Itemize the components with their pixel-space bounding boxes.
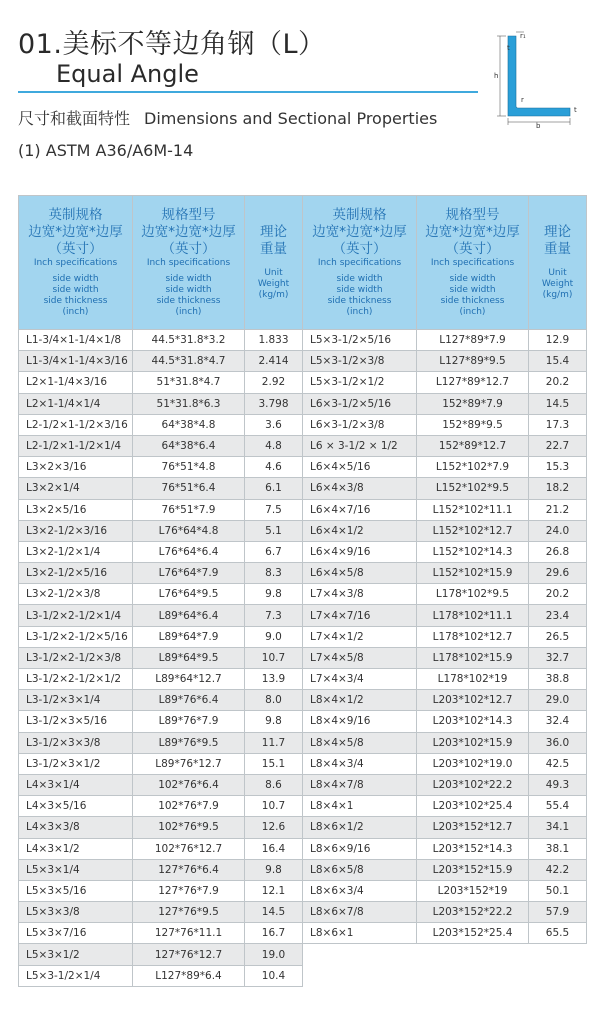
model-cell-left: 76*51*7.9 xyxy=(133,499,245,520)
weight-cell-right: 38.1 xyxy=(529,838,587,859)
weight-cell-left: 10.7 xyxy=(245,796,303,817)
inch-spec-cell-left: L2-1/2×1-1/2×1/4 xyxy=(19,435,133,456)
col-weight-right-en1: Unit xyxy=(548,268,567,278)
model-cell-right: L203*102*14.3 xyxy=(417,711,529,732)
col-weight-left xyxy=(245,196,303,330)
model-cell-right: L152*102*14.3 xyxy=(417,541,529,562)
diagram-label-t1: t xyxy=(507,44,510,52)
inch-spec-cell-right: L6 × 3-1/2 × 1/2 xyxy=(303,435,417,456)
weight-cell-left: 9.0 xyxy=(245,626,303,647)
weight-cell-right: 20.2 xyxy=(529,584,587,605)
inch-spec-cell-left: L3×2×3/16 xyxy=(19,457,133,478)
model-cell-right: L203*102*12.7 xyxy=(417,690,529,711)
table-row xyxy=(19,584,587,605)
weight-cell-right: 50.1 xyxy=(529,880,587,901)
model-cell-right: L178*102*11.1 xyxy=(417,605,529,626)
model-cell-left: L76*64*4.8 xyxy=(133,520,245,541)
inch-spec-cell-left: L2×1-1/4×1/4 xyxy=(19,393,133,414)
inch-spec-cell-right: L6×4×1/2 xyxy=(303,520,417,541)
model-cell-left: 127*76*6.4 xyxy=(133,859,245,880)
col-weight-left-en1: Unit xyxy=(264,268,283,278)
empty-cell xyxy=(529,965,587,986)
inch-spec-cell-right: L7×4×1/2 xyxy=(303,626,417,647)
col-model-left-en1: Inch specifications xyxy=(146,258,231,268)
col-model-left xyxy=(133,196,245,330)
inch-spec-cell-right: L8×4×1/2 xyxy=(303,690,417,711)
table-row xyxy=(19,965,587,986)
inch-spec-cell-right: L8×4×1 xyxy=(303,796,417,817)
weight-cell-left: 6.7 xyxy=(245,541,303,562)
inch-spec-cell-left: L3×2-1/2×3/16 xyxy=(19,520,133,541)
table-row xyxy=(19,541,587,562)
model-cell-right: L203*102*15.9 xyxy=(417,732,529,753)
inch-spec-cell-right: L8×6×3/4 xyxy=(303,880,417,901)
col-model-left-en4: side thickness xyxy=(156,296,221,306)
inch-spec-cell-left: L1-3/4×1-1/4×3/16 xyxy=(19,351,133,372)
model-cell-right: L178*102*15.9 xyxy=(417,647,529,668)
weight-cell-right: 42.5 xyxy=(529,753,587,774)
inch-spec-cell-right: L7×4×3/4 xyxy=(303,669,417,690)
col-model-left-cn1: 规格型号 xyxy=(161,207,216,223)
inch-spec-cell-right: L6×4×7/16 xyxy=(303,499,417,520)
inch-spec-cell-right: L6×4×3/8 xyxy=(303,478,417,499)
model-cell-right: 152*89*12.7 xyxy=(417,435,529,456)
col-inch-spec-right-en5: (inch) xyxy=(346,307,373,317)
weight-cell-right: 32.7 xyxy=(529,647,587,668)
model-cell-left: L89*76*6.4 xyxy=(133,690,245,711)
table-row xyxy=(19,626,587,647)
model-cell-right: L127*89*9.5 xyxy=(417,351,529,372)
diagram-label-r: r xyxy=(521,96,524,104)
model-cell-left: 64*38*4.8 xyxy=(133,414,245,435)
weight-cell-left: 9.8 xyxy=(245,584,303,605)
table-row xyxy=(19,902,587,923)
model-cell-left: L89*64*7.9 xyxy=(133,626,245,647)
weight-cell-right: 26.5 xyxy=(529,626,587,647)
weight-cell-right: 17.3 xyxy=(529,414,587,435)
model-cell-right: 152*89*7.9 xyxy=(417,393,529,414)
weight-cell-right: 65.5 xyxy=(529,923,587,944)
weight-cell-left: 12.1 xyxy=(245,880,303,901)
col-inch-spec-right-en2: side width xyxy=(336,274,383,284)
inch-spec-cell-left: L3-1/2×3×5/16 xyxy=(19,711,133,732)
weight-cell-right: 20.2 xyxy=(529,372,587,393)
inch-spec-cell-left: L5×3×1/2 xyxy=(19,944,133,965)
diagram-label-r1: r₁ xyxy=(520,32,526,40)
inch-spec-cell-right: L8×6×9/16 xyxy=(303,838,417,859)
inch-spec-cell-right: L8×4×9/16 xyxy=(303,711,417,732)
model-cell-right: L203*152*12.7 xyxy=(417,817,529,838)
inch-spec-cell-right: L8×4×7/8 xyxy=(303,774,417,795)
model-cell-right: L203*102*19.0 xyxy=(417,753,529,774)
model-cell-left: 127*76*9.5 xyxy=(133,902,245,923)
angle-section-diagram xyxy=(486,28,586,128)
weight-cell-right: 42.2 xyxy=(529,859,587,880)
weight-cell-left: 15.1 xyxy=(245,753,303,774)
table-row xyxy=(19,563,587,584)
col-weight-right-cn1: 理论 xyxy=(544,224,571,240)
subtitle-cn: 尺寸和截面特性 xyxy=(18,109,131,128)
model-cell-left: L89*64*9.5 xyxy=(133,647,245,668)
col-inch-spec-left-cn3: （英寸） xyxy=(48,241,103,257)
weight-cell-left: 13.9 xyxy=(245,669,303,690)
inch-spec-cell-right: L6×4×5/8 xyxy=(303,563,417,584)
weight-cell-left: 4.6 xyxy=(245,457,303,478)
model-cell-left: L89*76*9.5 xyxy=(133,732,245,753)
model-cell-right: L203*102*25.4 xyxy=(417,796,529,817)
col-weight-right-en3: (kg/m) xyxy=(542,290,573,300)
col-inch-spec-left-en3: side width xyxy=(52,285,99,295)
inch-spec-cell-right: L8×6×1/2 xyxy=(303,817,417,838)
col-inch-spec-left-cn2: 边宽*边宽*边厚 xyxy=(28,224,123,240)
table-row xyxy=(19,605,587,626)
weight-cell-left: 2.414 xyxy=(245,351,303,372)
section-subtitle xyxy=(18,106,437,129)
empty-cell xyxy=(303,944,417,965)
col-model-left-cn3: （英寸） xyxy=(161,241,216,257)
inch-spec-cell-right: L8×6×7/8 xyxy=(303,902,417,923)
inch-spec-cell-left: L3×2×5/16 xyxy=(19,499,133,520)
table-row xyxy=(19,393,587,414)
table-row xyxy=(19,753,587,774)
model-cell-left: 64*38*6.4 xyxy=(133,435,245,456)
inch-spec-cell-left: L3-1/2×3×1/4 xyxy=(19,690,133,711)
weight-cell-right: 15.3 xyxy=(529,457,587,478)
model-cell-left: 102*76*12.7 xyxy=(133,838,245,859)
model-cell-left: 127*76*11.1 xyxy=(133,923,245,944)
model-cell-right: L203*152*15.9 xyxy=(417,859,529,880)
page-title-cn: 01.美标不等边角钢（L） xyxy=(18,29,326,60)
col-inch-spec-left-en2: side width xyxy=(52,274,99,284)
col-inch-spec-right-cn1: 英制规格 xyxy=(332,207,387,223)
model-cell-right: L203*152*19 xyxy=(417,880,529,901)
col-model-left-en3: side width xyxy=(165,285,212,295)
col-weight-left-en3: (kg/m) xyxy=(258,290,289,300)
inch-spec-cell-left: L3-1/2×2-1/2×3/8 xyxy=(19,647,133,668)
col-inch-spec-right-en3: side width xyxy=(336,285,383,295)
table-body xyxy=(19,330,587,987)
model-cell-left: 51*31.8*4.7 xyxy=(133,372,245,393)
col-inch-spec-left xyxy=(19,196,133,330)
col-inch-spec-left-cn1: 英制规格 xyxy=(48,207,103,223)
weight-cell-right: 57.9 xyxy=(529,902,587,923)
weight-cell-left: 8.3 xyxy=(245,563,303,584)
empty-cell xyxy=(529,944,587,965)
inch-spec-cell-left: L3-1/2×2-1/2×1/4 xyxy=(19,605,133,626)
table-row xyxy=(19,859,587,880)
inch-spec-cell-right: L8×4×5/8 xyxy=(303,732,417,753)
model-cell-right: 152*89*9.5 xyxy=(417,414,529,435)
inch-spec-cell-right: L5×3-1/2×5/16 xyxy=(303,330,417,351)
inch-spec-cell-left: L3-1/2×2-1/2×5/16 xyxy=(19,626,133,647)
model-cell-left: 127*76*12.7 xyxy=(133,944,245,965)
col-model-right-cn2: 边宽*边宽*边厚 xyxy=(425,224,520,240)
diagram-label-b: b xyxy=(536,122,541,128)
col-inch-spec-right-en1: Inch specifications xyxy=(317,258,402,268)
col-inch-spec-right-cn3: （英寸） xyxy=(332,241,387,257)
diagram-label-h: h xyxy=(494,72,499,80)
weight-cell-right: 15.4 xyxy=(529,351,587,372)
empty-cell xyxy=(417,944,529,965)
model-cell-right: L152*102*7.9 xyxy=(417,457,529,478)
weight-cell-right: 32.4 xyxy=(529,711,587,732)
model-cell-left: 76*51*6.4 xyxy=(133,478,245,499)
page-title-en: Equal Angle xyxy=(56,60,199,88)
model-cell-left: 44.5*31.8*3.2 xyxy=(133,330,245,351)
col-model-right-en1: Inch specifications xyxy=(430,258,515,268)
empty-cell xyxy=(417,965,529,986)
inch-spec-cell-right: L8×6×5/8 xyxy=(303,859,417,880)
weight-cell-left: 5.1 xyxy=(245,520,303,541)
table-row xyxy=(19,732,587,753)
col-model-right-en3: side width xyxy=(449,285,496,295)
weight-cell-right: 36.0 xyxy=(529,732,587,753)
inch-spec-cell-left: L3×2-1/2×3/8 xyxy=(19,584,133,605)
table-row xyxy=(19,774,587,795)
table-row xyxy=(19,457,587,478)
table-row xyxy=(19,520,587,541)
inch-spec-cell-left: L2×1-1/4×3/16 xyxy=(19,372,133,393)
model-cell-left: 102*76*7.9 xyxy=(133,796,245,817)
weight-cell-left: 3.6 xyxy=(245,414,303,435)
weight-cell-right: 55.4 xyxy=(529,796,587,817)
model-cell-left: L76*64*9.5 xyxy=(133,584,245,605)
table-row xyxy=(19,414,587,435)
inch-spec-cell-left: L5×3×5/16 xyxy=(19,880,133,901)
model-cell-right: L152*102*12.7 xyxy=(417,520,529,541)
col-model-right-en4: side thickness xyxy=(440,296,505,306)
weight-cell-left: 14.5 xyxy=(245,902,303,923)
weight-cell-left: 4.8 xyxy=(245,435,303,456)
table-row xyxy=(19,499,587,520)
inch-spec-cell-left: L3×2-1/2×5/16 xyxy=(19,563,133,584)
weight-cell-left: 3.798 xyxy=(245,393,303,414)
model-cell-left: 51*31.8*6.3 xyxy=(133,393,245,414)
model-cell-left: L89*76*7.9 xyxy=(133,711,245,732)
inch-spec-cell-left: L4×3×1/2 xyxy=(19,838,133,859)
weight-cell-right: 29.0 xyxy=(529,690,587,711)
weight-cell-left: 8.6 xyxy=(245,774,303,795)
table-row xyxy=(19,923,587,944)
subtitle-en: Dimensions and Sectional Properties xyxy=(144,109,438,128)
weight-cell-left: 8.0 xyxy=(245,690,303,711)
weight-cell-right: 24.0 xyxy=(529,520,587,541)
inch-spec-cell-right: L6×4×5/16 xyxy=(303,457,417,478)
model-cell-left: L127*89*6.4 xyxy=(133,965,245,986)
inch-spec-cell-right: L6×3-1/2×3/8 xyxy=(303,414,417,435)
weight-cell-left: 9.8 xyxy=(245,859,303,880)
col-inch-spec-left-en4: side thickness xyxy=(43,296,108,306)
weight-cell-right: 21.2 xyxy=(529,499,587,520)
model-cell-right: L203*152*25.4 xyxy=(417,923,529,944)
table-row xyxy=(19,690,587,711)
weight-cell-left: 10.7 xyxy=(245,647,303,668)
model-cell-right: L127*89*7.9 xyxy=(417,330,529,351)
weight-cell-right: 23.4 xyxy=(529,605,587,626)
inch-spec-cell-left: L4×3×3/8 xyxy=(19,817,133,838)
model-cell-left: 76*51*4.8 xyxy=(133,457,245,478)
inch-spec-cell-left: L3×2×1/4 xyxy=(19,478,133,499)
weight-cell-left: 11.7 xyxy=(245,732,303,753)
model-cell-right: L152*102*9.5 xyxy=(417,478,529,499)
table-row xyxy=(19,435,587,456)
weight-cell-right: 12.9 xyxy=(529,330,587,351)
inch-spec-cell-right: L8×6×1 xyxy=(303,923,417,944)
model-cell-left: L89*76*12.7 xyxy=(133,753,245,774)
weight-cell-left: 19.0 xyxy=(245,944,303,965)
table-row xyxy=(19,351,587,372)
col-model-left-en2: side width xyxy=(165,274,212,284)
weight-cell-right: 38.8 xyxy=(529,669,587,690)
model-cell-left: L76*64*6.4 xyxy=(133,541,245,562)
inch-spec-cell-left: L1-3/4×1-1/4×1/8 xyxy=(19,330,133,351)
equal-angle-table xyxy=(18,195,587,987)
weight-cell-left: 9.8 xyxy=(245,711,303,732)
col-inch-spec-left-en5: (inch) xyxy=(62,307,89,317)
weight-cell-right: 26.8 xyxy=(529,541,587,562)
weight-cell-left: 16.4 xyxy=(245,838,303,859)
model-cell-right: L203*102*22.2 xyxy=(417,774,529,795)
weight-cell-right: 22.7 xyxy=(529,435,587,456)
model-cell-right: L178*102*9.5 xyxy=(417,584,529,605)
model-cell-right: L178*102*19 xyxy=(417,669,529,690)
weight-cell-left: 1.833 xyxy=(245,330,303,351)
inch-spec-cell-left: L5×3×7/16 xyxy=(19,923,133,944)
weight-cell-right: 34.1 xyxy=(529,817,587,838)
inch-spec-cell-right: L5×3-1/2×3/8 xyxy=(303,351,417,372)
col-model-right xyxy=(417,196,529,330)
model-cell-left: 102*76*9.5 xyxy=(133,817,245,838)
model-cell-right: L127*89*12.7 xyxy=(417,372,529,393)
table-row xyxy=(19,711,587,732)
col-weight-right-en2: Weight xyxy=(541,279,574,289)
empty-cell xyxy=(303,965,417,986)
model-cell-right: L203*152*14.3 xyxy=(417,838,529,859)
table-row xyxy=(19,669,587,690)
weight-cell-left: 12.6 xyxy=(245,817,303,838)
inch-spec-cell-left: L3-1/2×3×1/2 xyxy=(19,753,133,774)
model-cell-right: L178*102*12.7 xyxy=(417,626,529,647)
weight-cell-right: 49.3 xyxy=(529,774,587,795)
col-weight-left-cn2: 重量 xyxy=(260,241,287,257)
table-row xyxy=(19,817,587,838)
inch-spec-cell-right: L7×4×5/8 xyxy=(303,647,417,668)
model-cell-left: L76*64*7.9 xyxy=(133,563,245,584)
inch-spec-cell-left: L3-1/2×2-1/2×1/2 xyxy=(19,669,133,690)
inch-spec-cell-right: L8×4×3/4 xyxy=(303,753,417,774)
table-row xyxy=(19,796,587,817)
inch-spec-cell-right: L6×3-1/2×5/16 xyxy=(303,393,417,414)
col-model-right-cn1: 规格型号 xyxy=(445,207,500,223)
col-model-right-cn3: （英寸） xyxy=(445,241,500,257)
model-cell-left: 127*76*7.9 xyxy=(133,880,245,901)
weight-cell-right: 14.5 xyxy=(529,393,587,414)
weight-cell-left: 6.1 xyxy=(245,478,303,499)
inch-spec-cell-left: L3-1/2×3×3/8 xyxy=(19,732,133,753)
inch-spec-cell-left: L4×3×1/4 xyxy=(19,774,133,795)
col-model-left-cn2: 边宽*边宽*边厚 xyxy=(141,224,236,240)
col-weight-left-en2: Weight xyxy=(257,279,290,289)
weight-cell-left: 10.4 xyxy=(245,965,303,986)
weight-cell-right: 18.2 xyxy=(529,478,587,499)
table-row xyxy=(19,372,587,393)
standard-label: (1) ASTM A36/A6M-14 xyxy=(18,141,194,160)
inch-spec-cell-left: L4×3×5/16 xyxy=(19,796,133,817)
weight-cell-left: 2.92 xyxy=(245,372,303,393)
table-row xyxy=(19,478,587,499)
inch-spec-cell-right: L6×4×9/16 xyxy=(303,541,417,562)
col-weight-left-cn1: 理论 xyxy=(260,224,287,240)
col-weight-right-cn2: 重量 xyxy=(544,241,571,257)
col-model-right-en5: (inch) xyxy=(459,307,486,317)
col-inch-spec-right-en4: side thickness xyxy=(327,296,392,306)
model-cell-left: 44.5*31.8*4.7 xyxy=(133,351,245,372)
model-cell-left: L89*64*12.7 xyxy=(133,669,245,690)
inch-spec-cell-left: L5×3×1/4 xyxy=(19,859,133,880)
inch-spec-cell-left: L5×3-1/2×1/4 xyxy=(19,965,133,986)
weight-cell-left: 7.5 xyxy=(245,499,303,520)
inch-spec-cell-right: L5×3-1/2×1/2 xyxy=(303,372,417,393)
model-cell-left: L89*64*6.4 xyxy=(133,605,245,626)
table-row xyxy=(19,838,587,859)
weight-cell-left: 7.3 xyxy=(245,605,303,626)
model-cell-right: L152*102*15.9 xyxy=(417,563,529,584)
table-header-row xyxy=(19,196,587,330)
title-underline xyxy=(18,91,478,93)
weight-cell-right: 29.6 xyxy=(529,563,587,584)
col-inch-spec-right-cn2: 边宽*边宽*边厚 xyxy=(312,224,407,240)
col-inch-spec-right xyxy=(303,196,417,330)
inch-spec-cell-right: L7×4×3/8 xyxy=(303,584,417,605)
inch-spec-cell-left: L2-1/2×1-1/2×3/16 xyxy=(19,414,133,435)
table-row xyxy=(19,880,587,901)
diagram-label-t2: t xyxy=(574,106,577,114)
model-cell-right: L203*152*22.2 xyxy=(417,902,529,923)
col-model-right-en2: side width xyxy=(449,274,496,284)
table-row xyxy=(19,944,587,965)
table-row xyxy=(19,647,587,668)
model-cell-right: L152*102*11.1 xyxy=(417,499,529,520)
table-row xyxy=(19,330,587,351)
col-weight-right xyxy=(529,196,587,330)
weight-cell-left: 16.7 xyxy=(245,923,303,944)
model-cell-left: 102*76*6.4 xyxy=(133,774,245,795)
inch-spec-cell-right: L7×4×7/16 xyxy=(303,605,417,626)
col-model-left-en5: (inch) xyxy=(175,307,202,317)
inch-spec-cell-left: L3×2-1/2×1/4 xyxy=(19,541,133,562)
col-inch-spec-left-en1: Inch specifications xyxy=(33,258,118,268)
inch-spec-cell-left: L5×3×3/8 xyxy=(19,902,133,923)
